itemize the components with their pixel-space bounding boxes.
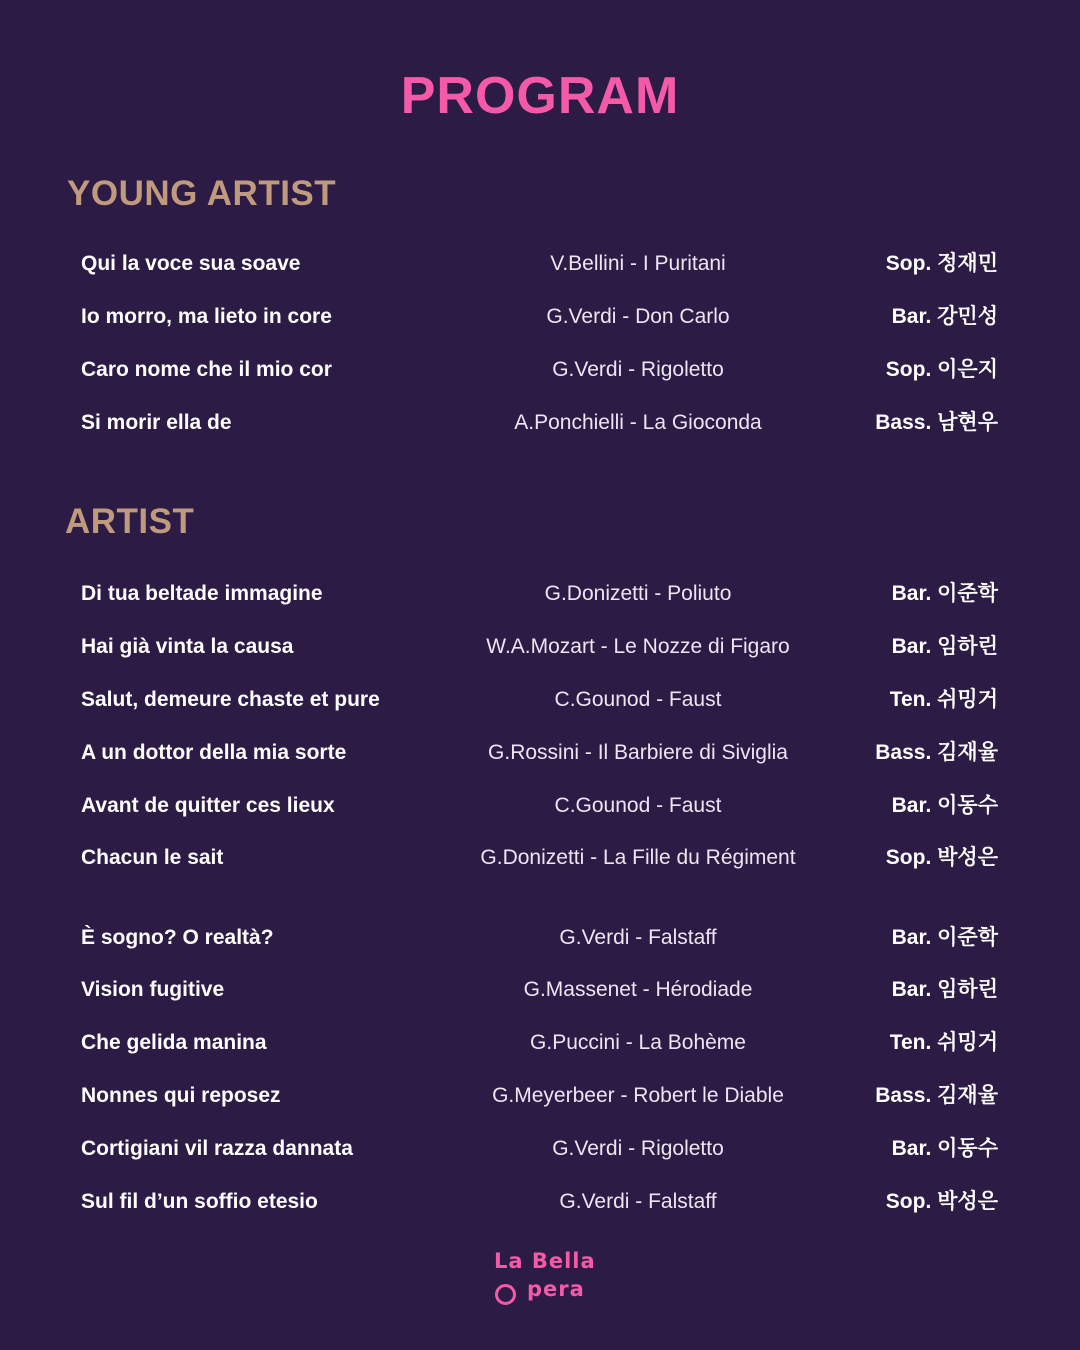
program-row [0,355,1080,385]
composer-opera: G.Verdi - Rigoletto [552,1137,724,1160]
song-title: Si morir ella de [81,411,232,434]
program-row [0,579,1080,609]
section-heading-artist: ARTIST [65,502,195,541]
program-row [0,302,1080,332]
song-title: Sul fil d’un soffio etesio [81,1190,318,1213]
composer-opera: G.Rossini - Il Barbiere di Siviglia [488,741,788,764]
composer-opera: G.Donizetti - La Fille du Régiment [480,846,796,869]
page-title: PROGRAM [400,67,680,125]
song-title: Vision fugitive [81,978,225,1001]
song-title: Caro nome che il mio cor [81,358,332,381]
composer-opera: G.Verdi - Don Carlo [546,305,730,328]
song-title: Hai già vinta la causa [81,635,294,658]
program-row [0,249,1080,279]
song-title: Cortigiani vil razza dannata [81,1137,353,1160]
song-title: Nonnes qui reposez [81,1084,281,1107]
performer: Sop. 정재민 [885,252,998,275]
performer: Sop. 박성은 [885,846,998,869]
composer-opera: G.Meyerbeer - Robert le Diable [492,1084,784,1107]
composer-opera: C.Gounod - Faust [554,688,722,711]
performer: Bar. 이준학 [891,582,998,605]
performer: Sop. 박성은 [885,1190,998,1213]
program-row [0,685,1080,715]
composer-opera: A.Ponchielli - La Gioconda [514,411,762,434]
program-row [0,923,1080,953]
performer: Bar. 이동수 [891,794,998,817]
performer: Bar. 강민성 [891,305,998,328]
composer-opera: C.Gounod - Faust [554,794,722,817]
composer-opera: G.Donizetti - Poliuto [544,582,732,605]
performer: Ten. 쉬밍거 [889,688,998,711]
song-title: A un dottor della mia sorte [81,741,347,764]
song-title: Che gelida manina [81,1031,267,1054]
program-row [0,738,1080,768]
la-bella-opera-logo [492,1248,596,1308]
song-title: È sogno? O realtà? [81,926,274,949]
composer-opera: V.Bellini - I Puritani [550,252,726,275]
program-row [0,1134,1080,1164]
performer: Bass. 김재율 [875,1084,998,1107]
composer-opera: W.A.Mozart - Le Nozze di Figaro [486,635,790,658]
composer-opera: G.Verdi - Falstaff [559,926,717,949]
song-title: Chacun le sait [81,846,224,869]
program-row [0,408,1080,438]
performer: Bar. 임하린 [891,635,998,658]
performer: Bar. 이준학 [891,926,998,949]
performer: Ten. 쉬밍거 [889,1031,998,1054]
logo-line-2: pera [527,1277,585,1301]
section-heading-young-artist: YOUNG ARTIST [67,174,337,213]
program-row [0,1187,1080,1217]
performer: Bass. 김재율 [875,741,998,764]
song-title: Salut, demeure chaste et pure [81,688,380,711]
program-row [0,632,1080,662]
composer-opera: G.Verdi - Falstaff [559,1190,717,1213]
performer: Bar. 이동수 [891,1137,998,1160]
program-row [0,1028,1080,1058]
song-title: Io morro, ma lieto in core [81,305,332,328]
program-row [0,1081,1080,1111]
performer: Sop. 이은지 [885,358,998,381]
logo-o-circle-icon [495,1284,516,1305]
song-title: Avant de quitter ces lieux [81,794,335,817]
song-title: Qui la voce sua soave [81,252,301,275]
performer: Bar. 임하린 [891,978,998,1001]
logo-line-1: La Bella [494,1249,596,1273]
performer: Bass. 남현우 [875,411,998,434]
composer-opera: G.Verdi - Rigoletto [552,358,724,381]
program-row [0,843,1080,873]
composer-opera: G.Puccini - La Bohème [530,1031,746,1054]
composer-opera: G.Massenet - Hérodiade [523,978,753,1001]
song-title: Di tua beltade immagine [81,582,323,605]
program-row [0,791,1080,821]
program-row [0,975,1080,1005]
